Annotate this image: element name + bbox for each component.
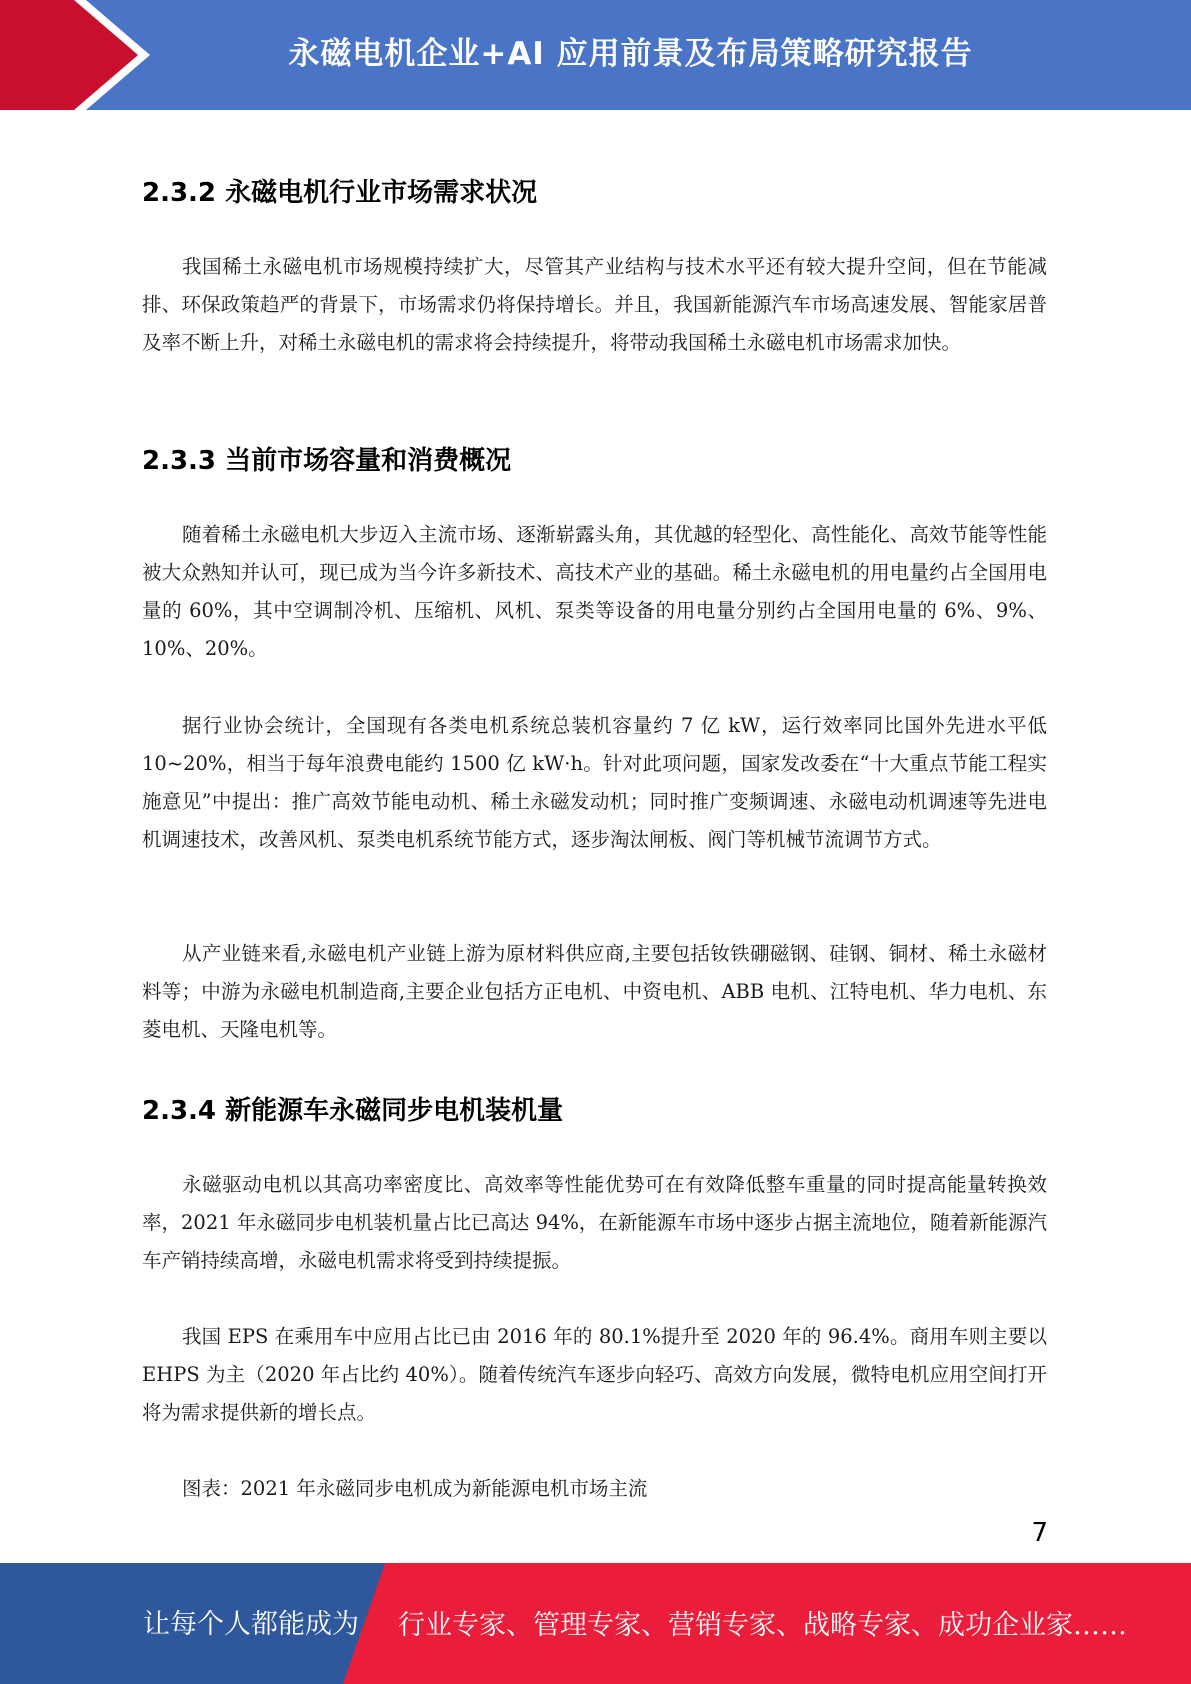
paragraph: 永磁驱动电机以其高功率密度比、高效率等性能优势可在有效降低整车重量的同时提高能量转换效率，2021 年永磁同步电机装机量占比已高达 94%，在新能源车市场中逐步占据主流地位，随着新能源汽车产销持续高增，永磁电机需求将受到持续提振。: [142, 1173, 1047, 1272]
section-heading-2-3-2: 2.3.2 永磁电机行业市场需求状况: [142, 178, 538, 208]
footer-banner: [0, 1563, 1191, 1684]
page-number: 7: [1031, 1518, 1048, 1548]
paragraph: 我国 EPS 在乘用车中应用占比已由 2016 年的 80.1%提升至 2020 年的 96.4%。商用车则主要以 EHPS 为主（2020 年占比约 40%）。随着传统汽车逐步向轻巧、高效方向发展，微特电机应用空间打开将为需求提供新的增长点。: [142, 1325, 1047, 1424]
footer-slogan-right: 行业专家、管理专家、营销专家、战略专家、成功企业家……: [398, 1610, 1127, 1641]
paragraph: 随着稀土永磁电机大步迈入主流市场、逐渐崭露头角，其优越的轻型化、高性能化、高效节能等性能被大众熟知并认可，现已成为当今许多新技术、高技术产业的基础。稀土永磁电机的用电量约占全国用电量的 60%，其中空调制冷机、压缩机、风机、泵类等设备的用电量分别约占全国用电量的 6%、9%、10%、20%。: [142, 523, 1047, 660]
section-heading-2-3-3: 2.3.3 当前市场容量和消费概况: [142, 446, 512, 476]
paragraph: 从产业链来看,永磁电机产业链上游为原材料供应商,主要包括钕铁硼磁钢、硅钢、铜材、稀土永磁材料等；中游为永磁电机制造商,主要企业包括方正电机、中资电机、ABB 电机、江特电机、华力电机、东菱电机、天隆电机等。: [142, 942, 1047, 1041]
paragraph: 据行业协会统计，全国现有各类电机系统总装机容量约 7 亿 kW，运行效率同比国外先进水平低 10~20%，相当于每年浪费电能约 1500 亿 kW·h。针对此项问题，国家发改委在“十大重点节能工程实施意见”中提出：推广高效节能电动机、稀土永磁发动机；同时推广变频调速、永磁电动机调速等先进电机调速技术，改善风机、泵类电机系统节能方式，逐步淘汰闸板、阀门等机械节流调节方式。: [142, 714, 1047, 851]
footer-slogan-left: 让每个人都能成为: [143, 1609, 359, 1640]
report-title: 永磁电机企业+AI 应用前景及布局策略研究报告: [288, 36, 973, 72]
figure-caption: 图表：2021 年永磁同步电机成为新能源电机市场主流: [182, 1477, 648, 1500]
header-banner: [0, 0, 1191, 110]
section-heading-2-3-4: 2.3.4 新能源车永磁同步电机装机量: [142, 1096, 564, 1126]
paragraph: 我国稀土永磁电机市场规模持续扩大，尽管其产业结构与技术水平还有较大提升空间，但在节能减排、环保政策趋严的背景下，市场需求仍将保持增长。并且，我国新能源汽车市场高速发展、智能家居普及率不断上升，对稀土永磁电机的需求将会持续提升，将带动我国稀土永磁电机市场需求加快。: [142, 255, 1047, 354]
